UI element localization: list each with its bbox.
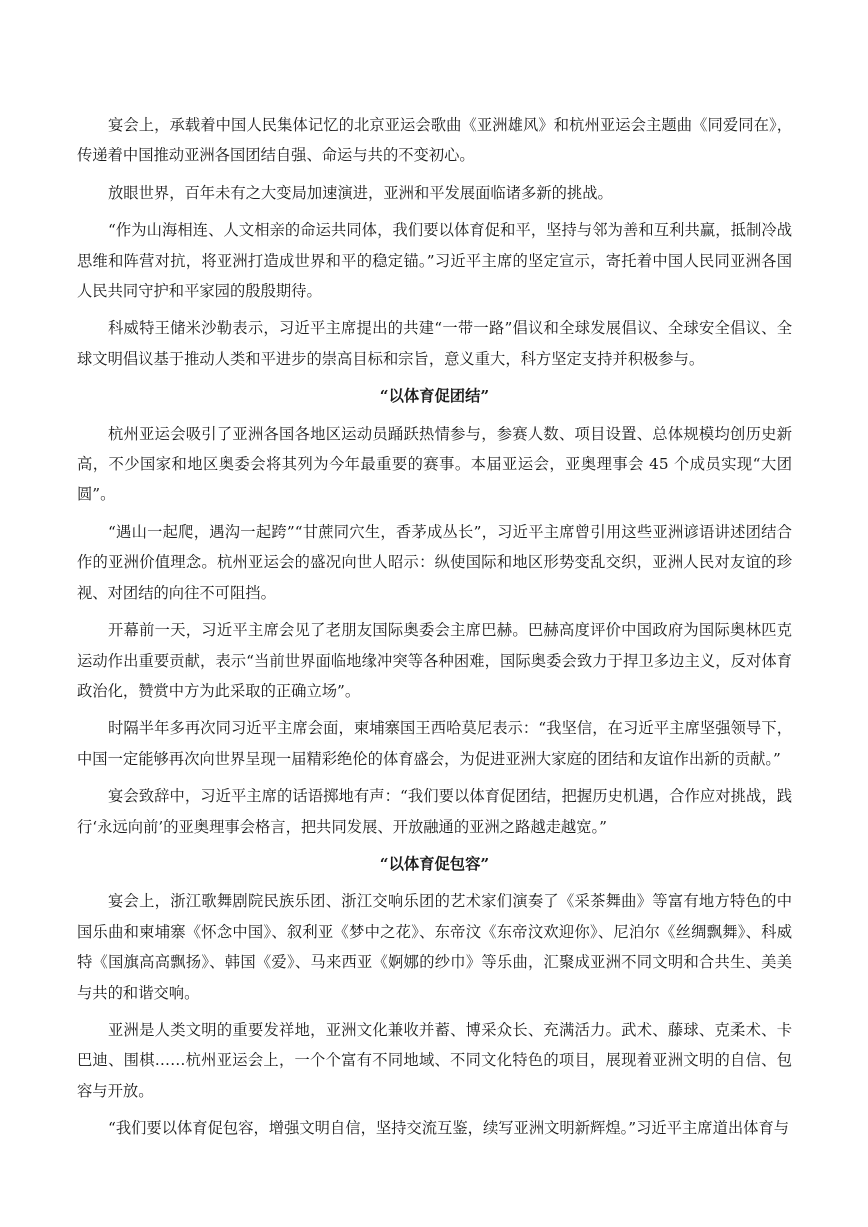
section-heading-inclusion: “以体育促包容” <box>379 854 490 873</box>
paragraph: 宴会上，浙江歌舞剧院民族乐团、浙江交响乐团的艺术家们演奏了《采茶舞曲》等富有地方特色的中国乐曲和柬埔寨《怀念中国》、叙利亚《梦中之花》、东帝汶《东帝汶欢迎你》、尼泊尔《丝绸飘舞》、科威特《国旗高高飘扬》、韩国《爱》、马来西亚《婀娜的纱巾》等乐曲，汇聚成亚洲不同文明和合共生、美美与共的和谐交响。 <box>77 892 792 1002</box>
paragraph: 宴会致辞中，习近平主席的话语掷地有声：“我们要以体育促团结，把握历史机遇，合作应对挑战，践行‘永远向前’的亚奥理事会格言，把共同发展、开放融通的亚洲之路越走越宽。” <box>77 787 792 836</box>
paragraph: 杭州亚运会吸引了亚洲各国各地区运动员踊跃热情参与，参赛人数、项目设置、总体规模均创历史新高，不少国家和地区奥委会将其列为今年最重要的赛事。本届亚运会，亚奥理事会 45 个成员实现“大团圆”。 <box>77 424 792 504</box>
paragraph: 亚洲是人类文明的重要发祥地，亚洲文化兼收并蓄、博采众长、充满活力。武术、藤球、克柔术、卡巴迪、围棋……杭州亚运会上，一个个富有不同地域、不同文化特色的项目，展现着亚洲文明的自信、包容与开放。 <box>77 1020 792 1100</box>
paragraph: 开幕前一天，习近平主席会见了老朋友国际奥委会主席巴赫。巴赫高度评价中国政府为国际奥林匹克运动作出重要贡献，表示“当前世界面临地缘冲突等各种困难，国际奥委会致力于捍卫多边主义，反对体育政治化，赞赏中方为此采取的正确立场”。 <box>77 621 792 700</box>
paragraph: “我们要以体育促包容，增强文明自信，坚持交流互鉴，续写亚洲文明新辉煌。”习近平主席道出体育与 <box>108 1119 790 1138</box>
paragraph: “遇山一起爬，遇沟一起跨”“甘蔗同穴生，香茅成丛长”，习近平主席曾引用这些亚洲谚语讲述团结合作的亚洲价值理念。杭州亚运会的盛况向世人昭示：纵使国际和地区形势变乱交织，亚洲人民对友谊的珍视、对团结的向往不可阻挡。 <box>77 522 792 602</box>
section-heading-unity: “以体育促团结” <box>379 387 490 406</box>
paragraph: 宴会上，承载着中国人民集体记忆的北京亚运会歌曲《亚洲雄风》和杭州亚运会主题曲《同爱同在》，传递着中国推动亚洲各国团结自强、命运与共的不变初心。 <box>77 116 792 165</box>
paragraph: 科威特王储米沙勒表示，习近平主席提出的共建“一带一路”倡议和全球发展倡议、全球安全倡议、全球文明倡议基于推动人类和平进步的崇高目标和宗旨，意义重大，科方坚定支持并积极参与。 <box>77 319 792 368</box>
paragraph: 放眼世界，百年未有之大变局加速演进，亚洲和平发展面临诸多新的挑战。 <box>108 183 613 202</box>
paragraph: “作为山海相连、人文相亲的命运共同体，我们要以体育促和平，坚持与邻为善和互利共赢，抵制冷战思维和阵营对抗，将亚洲打造成世界和平的稳定锚。”习近平主席的坚定宣示，寄托着中国人民同亚洲各国人民共同守护和平家园的殷殷期待。 <box>77 221 792 301</box>
paragraph: 时隔半年多再次同习近平主席会面，柬埔寨国王西哈莫尼表示：“我坚信，在习近平主席坚强领导下，中国一定能够再次向世界呈现一届精彩绝伦的体育盛会，为促进亚洲大家庭的团结和友谊作出新的贡献。” <box>77 719 792 768</box>
